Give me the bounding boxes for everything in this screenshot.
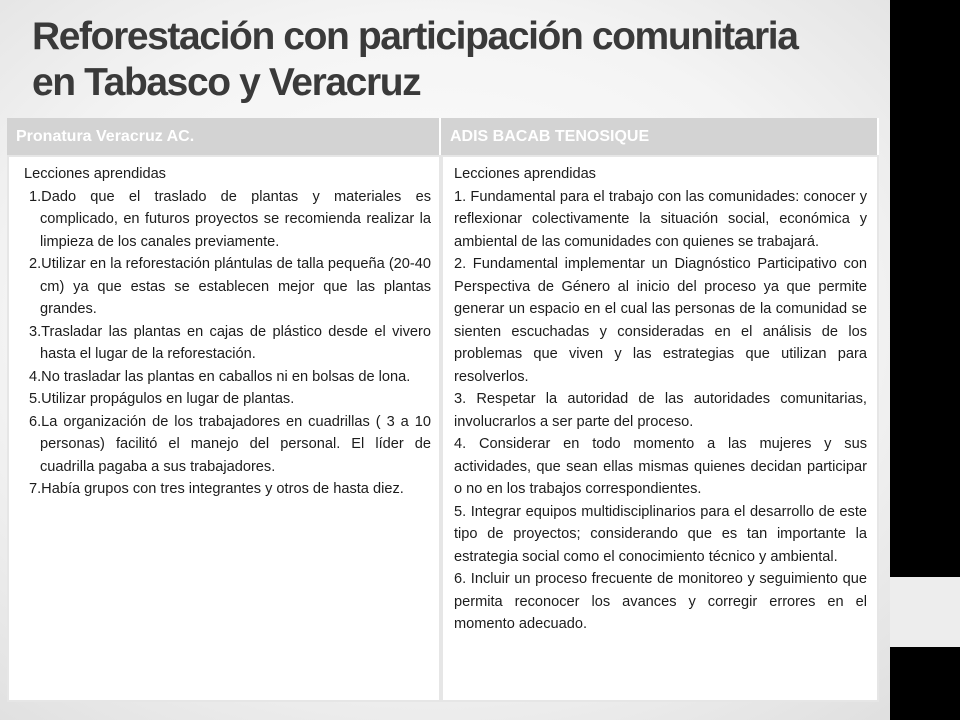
header-pronatura: Pronatura Veracruz AC. (7, 118, 441, 155)
list-item: 3.Trasladar las plantas en cajas de plástico desde el vivero hasta el lugar de la reforestación. (29, 323, 431, 362)
list-item: 5. Integrar equipos multidisciplinarios para el desarrollo de este tipo de proyectos; considerando que es tan importante la estrategia social como el conocimiento técnico y ambiental. (454, 503, 867, 565)
title-line-1: Reforestación con participación comunitaria (32, 15, 798, 58)
left-subtitle: Lecciones aprendidas (24, 166, 166, 182)
title-line-2: en Tabasco y Veracruz (32, 61, 421, 104)
list-item: 6. Incluir un proceso frecuente de monitoreo y seguimiento que permita reconocer los avances y corregir errores en el momento adecuado. (454, 571, 867, 632)
header-adis-bacab: ADIS BACAB TENOSIQUE (441, 118, 879, 155)
list-item: 2.Utilizar en la reforestación plántulas de talla pequeña (20-40 cm) ya que estas se establecen mejor que las plantas grandes. (29, 256, 431, 317)
list-item: 4. Considerar en todo momento a las mujeres y sus actividades, que sean ellas mismas quienes decidan participar o no en los trabajos correspondientes. (454, 436, 867, 497)
list-item: 3. Respetar la autoridad de las autoridades comunitarias, involucrarlos a ser parte del proceso. (454, 391, 867, 430)
cell-pronatura (7, 155, 441, 702)
list-item: 1.Dado que el traslado de plantas y materiales es complicado, en futuros proyectos se recomienda realizar la limpieza de los canales previamente. (29, 188, 431, 250)
side-light-block (890, 577, 960, 647)
list-item: 4.No trasladar las plantas en caballos ni en bolsas de lona. (29, 368, 411, 385)
list-item: 7.Había grupos con tres integrantes y otros de hasta diez. (29, 481, 404, 497)
list-item: 2. Fundamental implementar un Diagnóstico Participativo con Perspectiva de Género al inicio del proceso ya que permite generar un espacio en el cual las personas de la comunidad se sienten escuchadas y consideradas en el análisis de los problemas que viven y las estrategias que utilizan para resolverlos. (454, 256, 867, 385)
list-item: 5.Utilizar propágulos en lugar de plantas. (29, 391, 295, 407)
cell-adis-bacab (441, 155, 879, 702)
slide-title (32, 14, 882, 106)
list-item: 6.La organización de los trabajadores en cuadrillas ( 3 a 10 personas) facilitó el manejo del personal. El líder de cuadrilla pagaba a sus trabajadores. (29, 413, 431, 475)
list-item: 1. Fundamental para el trabajo con las comunidades: conocer y reflexionar colectivamente la situación social, económica y ambiental de las comunidades con quienes se trabajará. (454, 188, 867, 250)
lessons-table (7, 118, 879, 702)
right-subtitle: Lecciones aprendidas (454, 166, 596, 182)
